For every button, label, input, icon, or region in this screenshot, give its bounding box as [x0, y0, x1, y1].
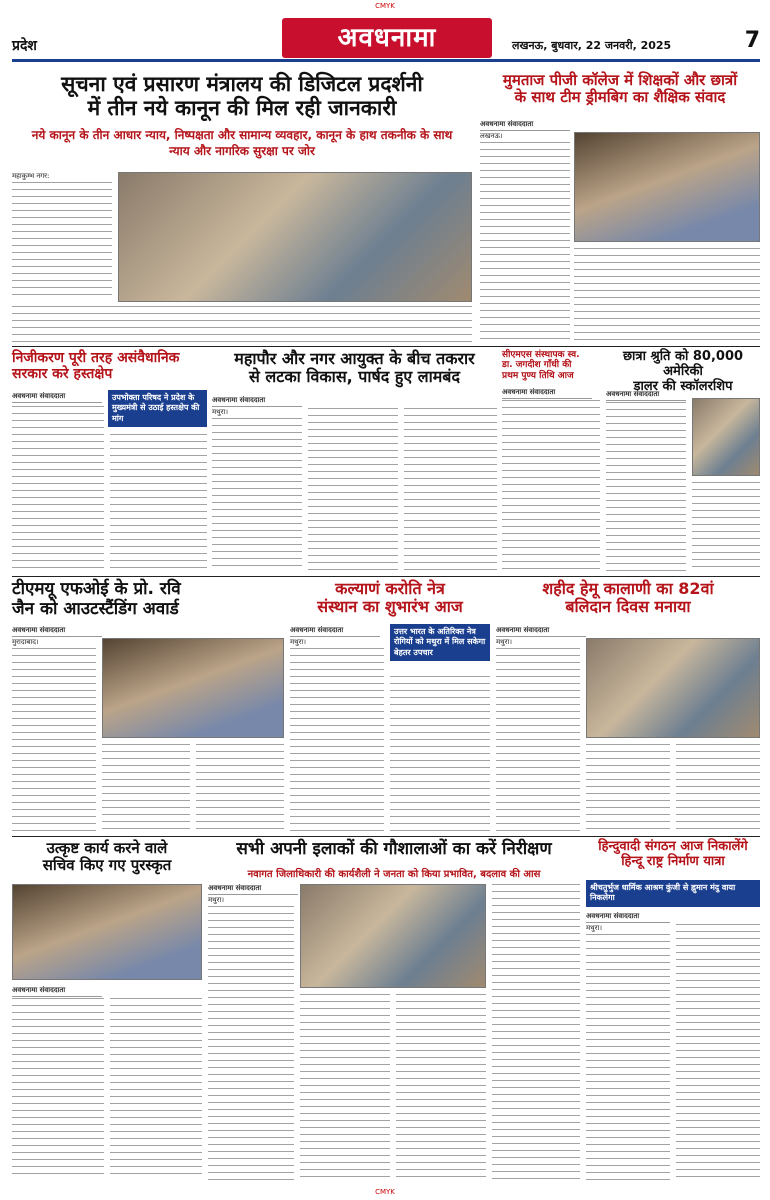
article-body-column — [12, 182, 112, 300]
headline-line-2: डालर की स्कॉलरशिप — [633, 378, 733, 394]
student-portrait-photo — [692, 398, 760, 476]
byline: अवधनामा संवाददाता — [12, 986, 102, 997]
article-body-column — [212, 418, 302, 572]
article-body-column — [110, 998, 202, 1180]
article-body-column — [404, 408, 497, 572]
headline-line-2: हिन्दू राष्ट्र निर्माण यात्रा — [621, 853, 725, 869]
headline-line-1: सूचना एवं प्रसारण मंत्रालय की डिजिटल प्रदर्शनी — [61, 72, 423, 96]
headline-line-2: में तीन नये कानून की मिल रही जानकारी — [87, 96, 397, 121]
headline-line-1: सभी अपनी इलाकों की गौशालाओं का करें निरीक्षण — [236, 839, 552, 859]
headline-line-1: उत्कृष्ट कार्य करने वाले — [46, 839, 168, 857]
article-body-column — [308, 408, 398, 572]
article-body-column — [676, 744, 760, 832]
byline: अवधनामा संवाददाता — [502, 388, 592, 399]
headline-line-2: सरकार करे हस्तक्षेप — [12, 366, 113, 383]
article-dateline: महाकुम्भ नगर: — [12, 172, 50, 180]
article-dateline: मथुरा। — [586, 924, 602, 932]
article-cms-founder — [502, 350, 600, 572]
cmyk-mark-bottom: CMYK — [375, 1188, 395, 1196]
article-body-column — [300, 994, 390, 1180]
headline-line-2: जैन को आउटस्टैंडिंग अवार्ड — [12, 598, 179, 619]
article-body-column — [676, 924, 760, 1180]
headline-line-1: निजीकरण पूरी तरह असंवैधानिक — [12, 350, 180, 366]
article-body-column — [586, 934, 670, 1180]
inspection-photo — [300, 884, 486, 988]
subheadline: नये कानून के तीन आधार न्याय, निष्पक्षता और सामान्य व्यवहार, कानून के हाथ तकनीक के साथ न्याय और नागरिक सुरक्षा पर जोर — [31, 128, 453, 158]
article-body-column — [208, 906, 294, 1180]
headline-line-2: डा. जगदीश गाँधी की — [502, 360, 572, 371]
article-dateline: मुरादाबाद। — [12, 638, 39, 646]
article-dateline: लखनऊ। — [480, 132, 503, 140]
headline-line-2: बलिदान दिवस मनाया — [565, 597, 691, 617]
newspaper-logo: अवधनामा — [282, 18, 492, 58]
article-body-column — [290, 648, 384, 832]
article-dateline: मथुरा। — [290, 638, 306, 646]
byline: अवधनामा संवाददाता — [12, 626, 102, 637]
headline-line-3: प्रथम पुण्य तिथि आज — [502, 370, 574, 381]
headline-line-2: सचिव किए गए पुरस्कृत — [42, 856, 172, 875]
headline-line-1: टीएमयू एफओई के प्रो. रवि — [12, 579, 181, 599]
byline: अवधनामा संवाददाता — [212, 396, 302, 407]
article-body-column — [102, 744, 190, 832]
article-body-bottom — [12, 306, 472, 342]
byline: अवधनामा संवाददाता — [496, 626, 586, 637]
article-body-column — [574, 248, 760, 342]
college-event-photo — [574, 132, 760, 242]
tribute-photo — [586, 638, 760, 738]
article-scholarship — [606, 350, 760, 572]
award-photo — [102, 638, 284, 738]
headline-line-1: हिन्दुवादी संगठन आज निकालेंगे — [598, 839, 748, 854]
byline: अवधनामा संवाददाता — [208, 884, 298, 895]
byline: अवधनामा संवाददाता — [586, 912, 670, 923]
subheadline: नवागत जिलाधिकारी की कार्यशैली ने जनता को किया प्रभावित, बदलाव की आस — [247, 869, 541, 880]
article-body-column — [196, 744, 284, 832]
headline-line-2: के साथ टीम ड्रीमबिग का शैक्षिक संवाद — [514, 88, 726, 107]
article-body-column — [586, 744, 670, 832]
masthead — [12, 16, 760, 62]
pull-quote: श्रीचतुर्भुज धार्मिक आश्रम कुंजी से ह्नुमान मंदु वाया निकलेगा — [586, 880, 760, 907]
headline-line-1: छात्रा श्रुति को 80,000 अमेरिकी — [622, 349, 744, 379]
issue-dateline: लखनऊ, बुधवार, 22 जनवरी, 2025 — [512, 39, 672, 52]
award-ceremony-photo — [12, 884, 202, 980]
article-body-column — [606, 402, 686, 572]
pull-quote: उत्तर भारत के अतिरिक्त नेत्र रोगियों को मथुरा में मिल सकेगा बेहतर उपचार — [390, 624, 490, 661]
headline-line-1: सीएमएस संस्थापक स्व. — [502, 350, 580, 360]
pull-quote: उपभोक्ता परिषद ने प्रदेश के मुख्यमंत्री से उठाई हस्तक्षेप की मांग — [108, 390, 207, 427]
section-label: प्रदेश — [12, 38, 37, 54]
article-body-column — [12, 406, 104, 572]
byline: अवधनामा संवाददाता — [606, 390, 686, 401]
divider — [12, 346, 760, 347]
article-privatization — [12, 350, 207, 572]
byline: अवधनामा संवाददाता — [290, 626, 380, 637]
article-body-column — [396, 994, 486, 1180]
byline: अवधनामा संवाददाता — [480, 120, 570, 131]
article-body-column — [496, 648, 580, 832]
article-hindu-rashtra-yatra — [586, 840, 760, 1190]
headline-line-1: शहीद हेमू कालाणी का 82वां — [542, 579, 714, 598]
page-number: 7 — [744, 28, 760, 53]
article-digital-exhibition — [12, 72, 472, 312]
article-cowshed-inspection — [208, 840, 580, 1190]
article-body-column — [110, 434, 207, 572]
article-dateline: मथुरा। — [212, 408, 228, 416]
article-body-column — [502, 400, 600, 572]
article-body-column — [390, 676, 490, 832]
article-body-column — [12, 998, 104, 1180]
headline-line-1: मुमताज पीजी कॉलेज में शिक्षकों और छात्रों — [502, 71, 738, 89]
article-body-column — [12, 648, 96, 832]
headline-line-2: से लटका विकास, पार्षद हुए लामबंद — [249, 367, 460, 387]
article-body-column — [692, 482, 760, 572]
article-mumtaz-college — [480, 72, 760, 342]
headline-line-1: महापौर और नगर आयुक्त के बीच तकरार — [234, 349, 475, 368]
article-eye-institute — [290, 580, 490, 832]
article-body-column — [480, 142, 570, 342]
article-dateline: मथुरा। — [208, 896, 224, 904]
headline-line-1: कल्याणं करोति नेत्र — [335, 579, 445, 598]
article-body-column — [492, 884, 580, 1180]
article-secretaries-awarded — [12, 840, 202, 1190]
article-dateline: मथुरा। — [496, 638, 512, 646]
headline-line-2: संस्थान का शुभारंभ आज — [317, 597, 463, 617]
byline: अवधनामा संवाददाता — [12, 392, 102, 403]
exhibition-photo — [118, 172, 472, 302]
article-mayor-commissioner — [212, 350, 497, 572]
cmyk-mark-top: CMYK — [375, 2, 395, 10]
article-hemu-kalani — [496, 580, 760, 832]
article-tmu-award — [12, 580, 284, 832]
divider — [12, 836, 760, 837]
divider — [12, 576, 760, 577]
